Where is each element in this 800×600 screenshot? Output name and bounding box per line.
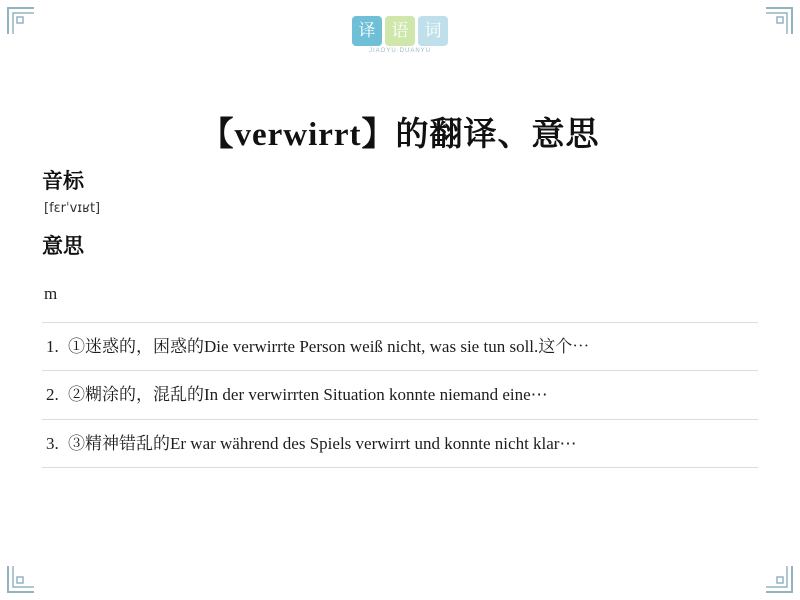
sense-number: 3. [46,433,59,453]
title-suffix: 的翻译、意思 [395,114,600,154]
list-item[interactable] [42,370,758,418]
title-bracket-close: 】 [361,114,396,154]
logo-blocks [352,16,448,46]
title-word: verwirrt [234,117,362,154]
sense-list [42,322,758,468]
corner-ornament-bottom-left [6,564,36,594]
site-logo[interactable] [0,16,800,54]
sense-text: ②糊涂的，混乱的In der verwirrten Situation konnte niemand eine⋯ [68,385,548,405]
sense-text: ①迷惑的，困惑的Die verwirrte Person weiß nicht, was sie tun soll.这个⋯ [68,337,590,356]
title-bracket-open: 【 [200,114,235,154]
logo-block-3: 词 [418,16,448,46]
corner-ornament-bottom-right [764,564,794,594]
definition-content [42,165,758,468]
list-item[interactable] [42,419,758,468]
phonetic-value: [fɛrˈvɪʁt] [44,201,101,216]
meaning-heading: 意思 [42,233,84,258]
sense-number: 1. [46,337,59,356]
sense-number: 2. [46,385,59,405]
list-item[interactable] [42,322,758,370]
logo-block-2: 语 [385,16,415,46]
part-of-speech: m [44,284,58,303]
logo-subtitle: JIAOYU·DUANYU [368,48,431,54]
logo-block-1: 译 [352,16,382,46]
page-title [0,108,800,155]
sense-text: ③精神错乱的Er war während des Spiels verwirrt und konnte nicht klar⋯ [68,433,577,453]
phonetic-heading: 音标 [42,168,84,193]
